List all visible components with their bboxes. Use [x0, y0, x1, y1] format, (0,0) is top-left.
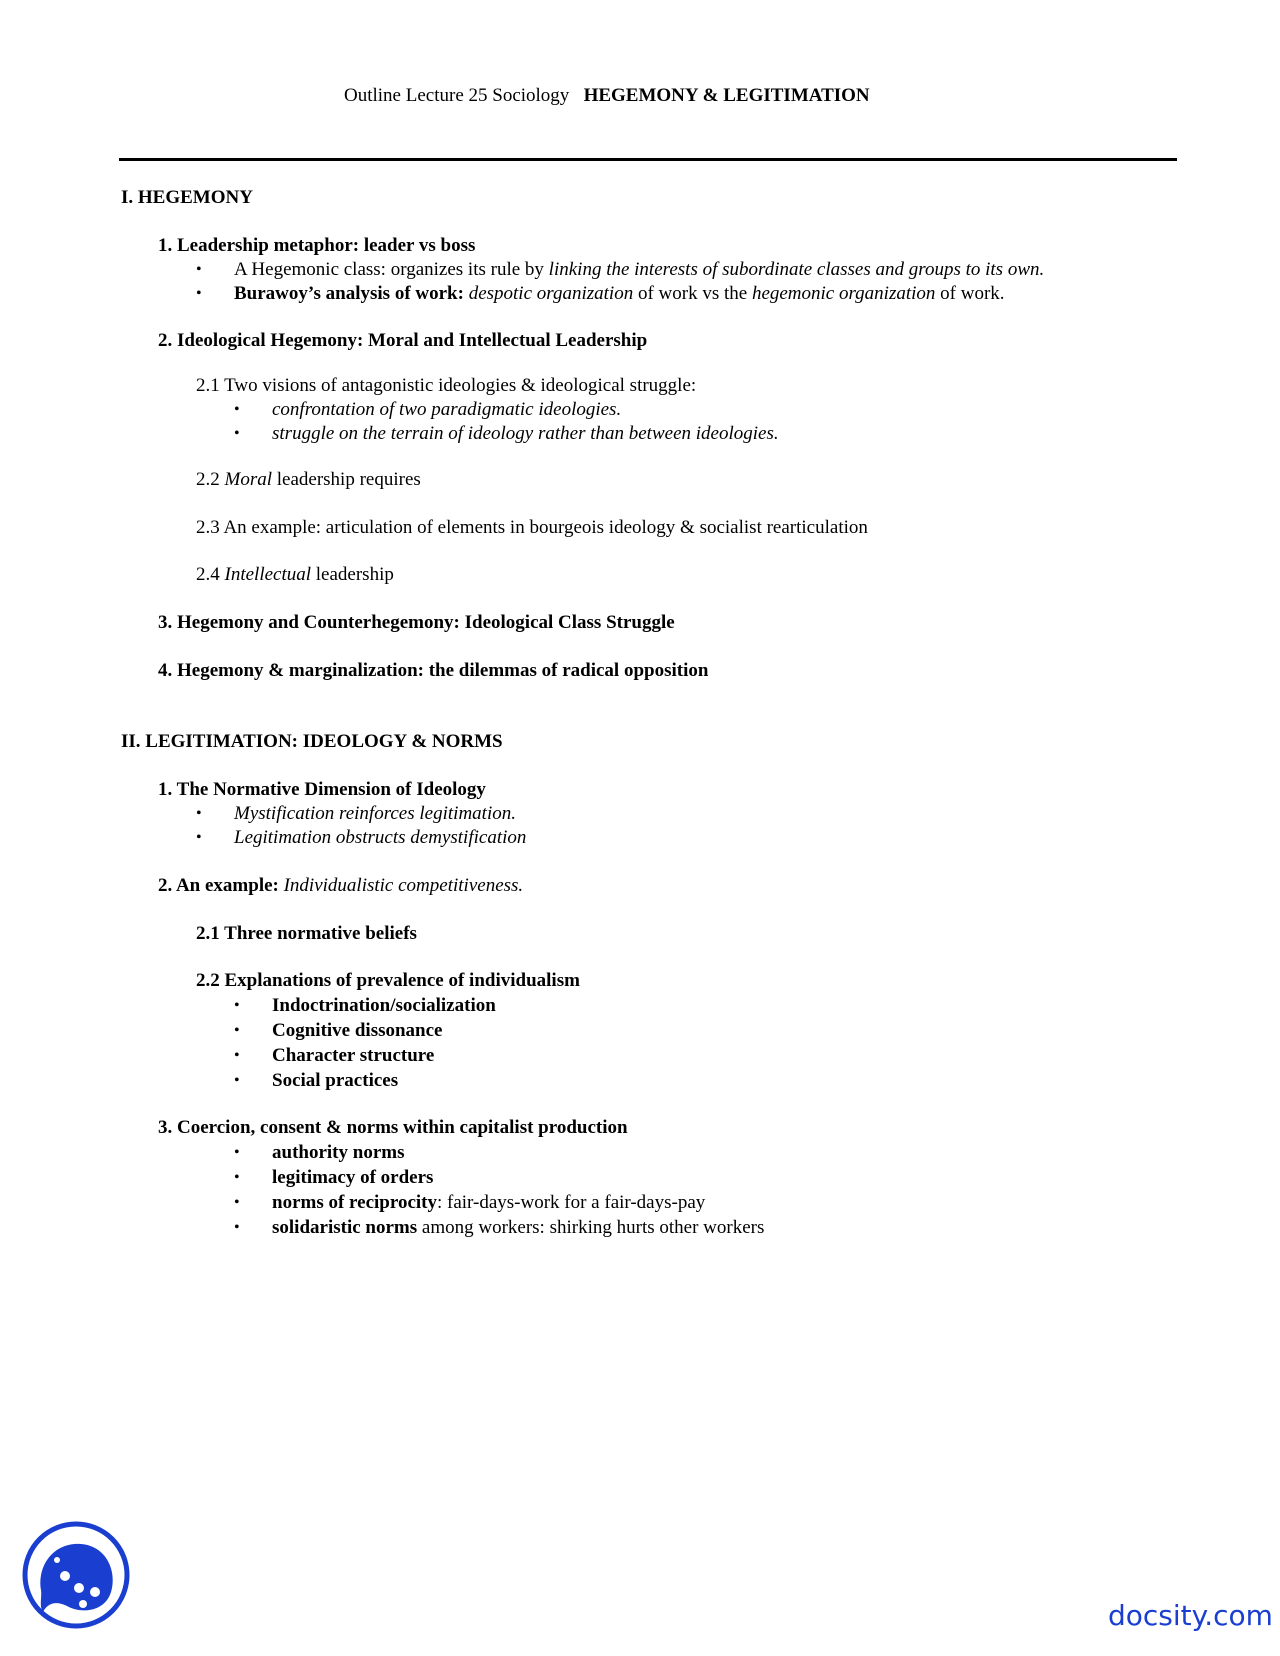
bullet-icon: • [234, 1219, 240, 1236]
item-heading-coercion-consent: 3. Coercion, consent & norms within capitalist production [158, 1117, 628, 1138]
bullet-italic: struggle on the terrain of ideology rather than between ideologies. [272, 423, 779, 444]
bullet-icon: • [234, 997, 240, 1014]
section-heading-hegemony: I. HEGEMONY [121, 187, 253, 208]
bullet-text: among workers: shirking hurts other workers [417, 1217, 765, 1238]
bullet-icon: • [196, 829, 202, 846]
bullet-bold: Burawoy’s analysis of work: [234, 283, 464, 304]
bullet-bold: authority norms [272, 1142, 405, 1163]
bullet-italic: despotic organization [468, 283, 634, 304]
bullet-bold: norms of reciprocity [272, 1192, 437, 1213]
bullet-bold: Social practices [272, 1070, 399, 1091]
bullet-text: of work vs the [633, 283, 752, 304]
item-heading-ideological-hegemony: 2. Ideological Hegemony: Moral and Intellectual Leadership [158, 330, 648, 351]
document-header [344, 84, 870, 108]
subitem-explanations: 2.2 Explanations of prevalence of individualism [196, 970, 580, 991]
bullet-bold: Character structure [272, 1045, 435, 1066]
bullet-bold: solidaristic norms [272, 1217, 418, 1238]
bullet-italic: hegemonic organization [751, 283, 936, 304]
bullet-icon: • [234, 1194, 240, 1211]
item-heading-example-individualism: 2. An example: Individualistic competitiveness. [158, 875, 524, 896]
bullet-icon: • [234, 1047, 240, 1064]
subitem-two-visions: 2.1 Two visions of antagonistic ideologies & ideological struggle: [196, 375, 697, 396]
bullet-text: of work. [935, 283, 1005, 304]
item-heading-leadership-metaphor: 1. Leadership metaphor: leader vs boss [158, 235, 476, 256]
item-heading-marginalization: 4. Hegemony & marginalization: the dilemmas of radical opposition [158, 660, 709, 681]
bullet-icon: • [234, 401, 240, 418]
bullet-text: : fair-days-work for a fair-days-pay [436, 1192, 706, 1213]
bullet-icon: • [234, 1072, 240, 1089]
bullet-bold: Cognitive dissonance [272, 1020, 443, 1041]
bullet-italic: linking the interests of subordinate classes and groups to its own. [548, 259, 1045, 280]
bullet-icon: • [196, 805, 202, 822]
section-heading-legitimation: II. LEGITIMATION: IDEOLOGY & NORMS [121, 731, 503, 752]
bullet-italic: confrontation of two paradigmatic ideologies. [272, 399, 622, 420]
bullet-icon: • [196, 261, 202, 278]
subitem-example-articulation: 2.3 An example: articulation of elements in bourgeois ideology & socialist rearticulation [196, 517, 868, 538]
subitem-normative-beliefs: 2.1 Three normative beliefs [196, 923, 417, 944]
subitem-moral-leadership: 2.2 Moral leadership requires [196, 469, 421, 490]
bullet-text: A Hegemonic class: organizes its rule by [234, 259, 549, 280]
bullet-icon: • [234, 1022, 240, 1039]
header-prefix: Outline Lecture 25 Sociology [344, 85, 570, 106]
bullet-icon: • [234, 1144, 240, 1161]
header-title: HEGEMONY & LEGITIMATION [583, 85, 870, 106]
docsity-logo-icon [21, 1520, 131, 1630]
bullet-italic: Legitimation obstructs demystification [234, 827, 527, 848]
subitem-intellectual-leadership: 2.4 Intellectual leadership [196, 564, 394, 585]
bullet-bold: legitimacy of orders [272, 1167, 434, 1188]
item-heading-counterhegemony: 3. Hegemony and Counterhegemony: Ideological Class Struggle [158, 612, 675, 633]
docsity-brand-link[interactable]: docsity.com [1108, 1599, 1273, 1632]
bullet-icon: • [196, 285, 202, 302]
bullet-bold: Indoctrination/socialization [272, 995, 496, 1016]
bullet-icon: • [234, 1169, 240, 1186]
header-rule [119, 158, 1177, 161]
bullet-italic: Mystification reinforces legitimation. [234, 803, 516, 824]
bullet-icon: • [234, 425, 240, 442]
item-heading-normative-dimension: 1. The Normative Dimension of Ideology [158, 779, 486, 800]
